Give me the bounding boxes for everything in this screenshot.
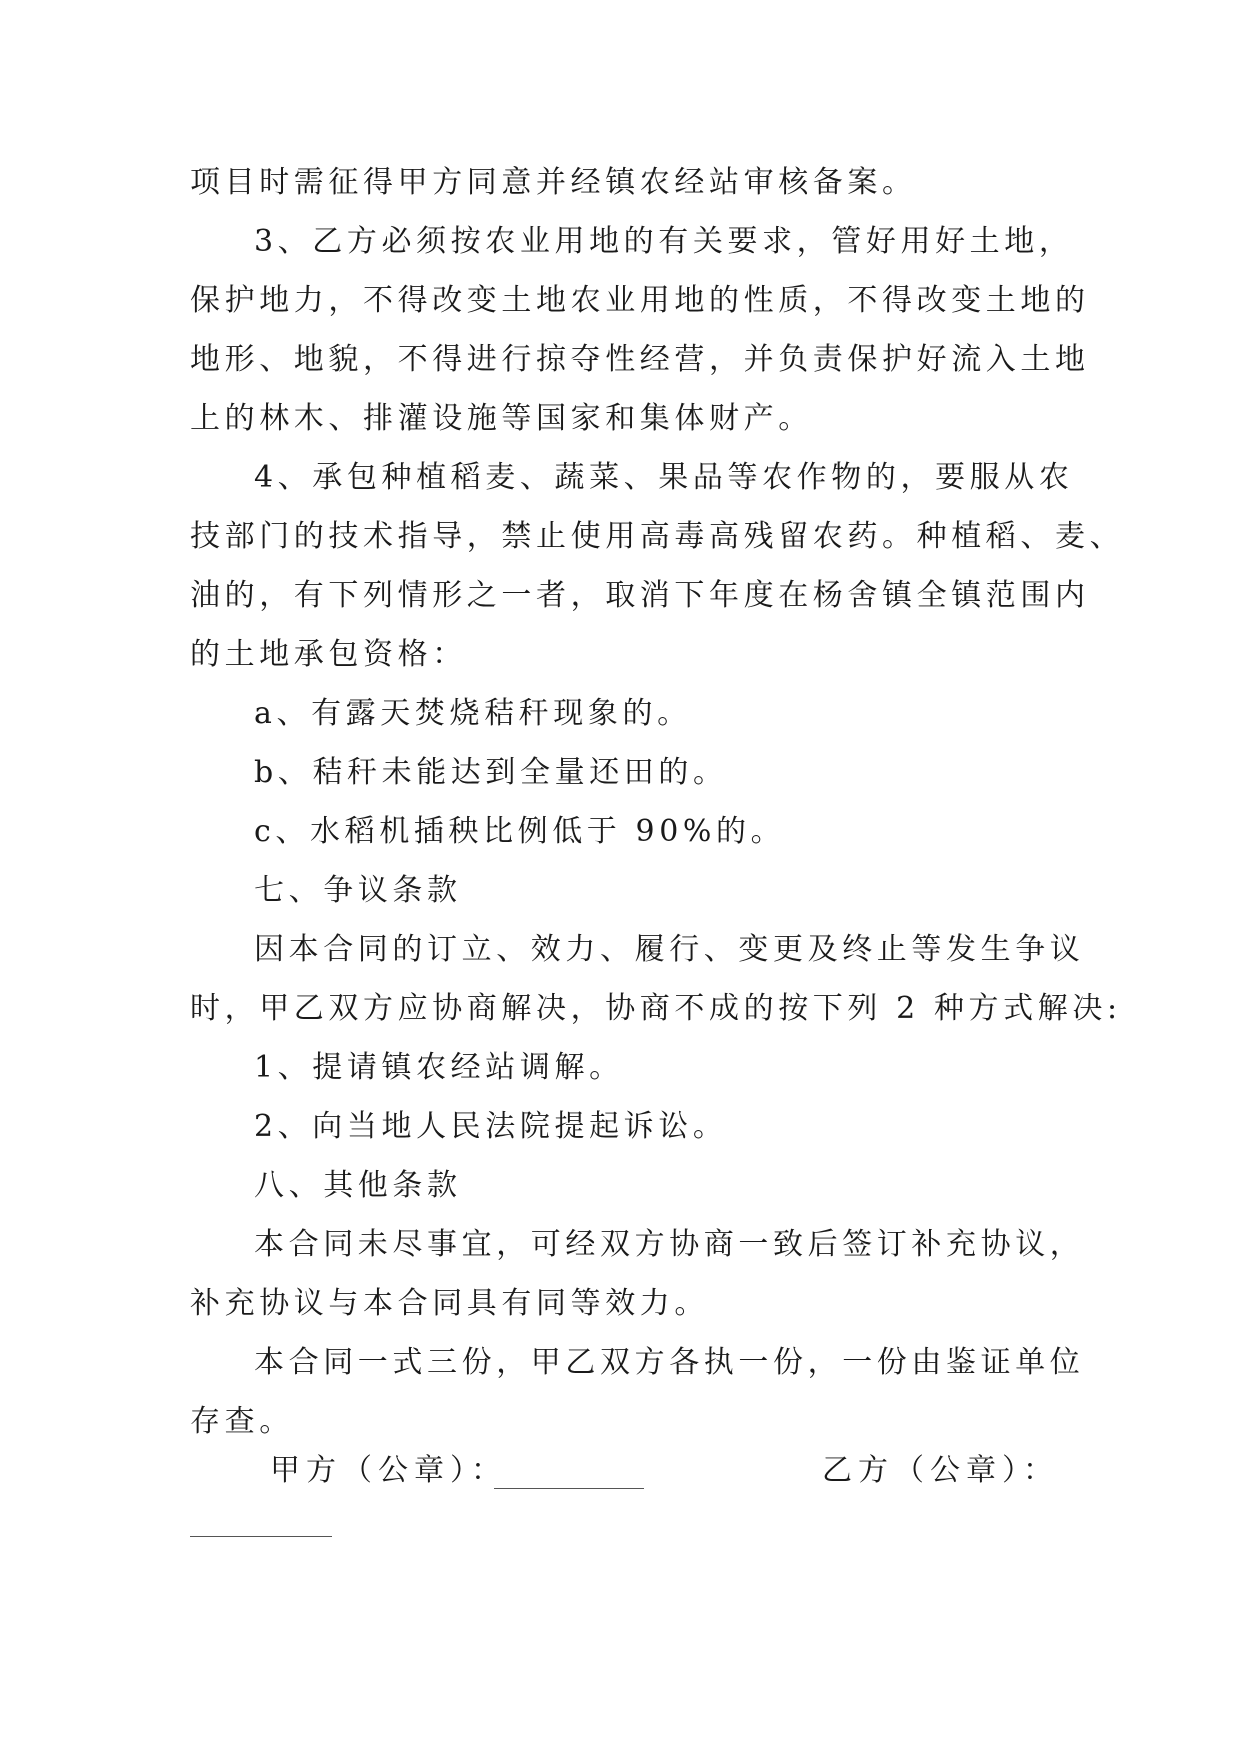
- text-line: 项目时需征得甲方同意并经镇农经站审核备案。: [190, 165, 917, 200]
- section-heading: 七、争议条款: [254, 873, 462, 908]
- party-a-signature-label: 甲方（公章）：: [270, 1453, 507, 1488]
- text-line: b、秸秆未能达到全量还田的。: [254, 755, 728, 790]
- text-line: 存查。: [190, 1404, 294, 1439]
- text-line: 上的林木、排灌设施等国家和集体财产。: [190, 401, 813, 436]
- text-line: 油的，有下列情形之一者，取消下年度在杨舍镇全镇范围内: [190, 578, 1090, 613]
- text-line: 本合同一式三份，甲乙双方各执一份，一份由鉴证单位: [254, 1345, 1085, 1380]
- text-line: a、有露天焚烧秸秆现象的。: [254, 696, 692, 731]
- text-line: 本合同未尽事宜，可经双方协商一致后签订补充协议，: [254, 1227, 1085, 1262]
- text-line: 1、提请镇农经站调解。: [254, 1050, 624, 1085]
- text-line: 补充协议与本合同具有同等效力。: [190, 1286, 709, 1321]
- party-b-signature-label: 乙方（公章）：: [822, 1453, 1059, 1488]
- party-b-signature-blank: [190, 1536, 332, 1537]
- text-line: 因本合同的订立、效力、履行、变更及终止等发生争议: [254, 932, 1085, 967]
- text-line: 4、承包种植稻麦、蔬菜、果品等农作物的，要服从农: [254, 460, 1074, 495]
- text-line: 时，甲乙双方应协商解决，协商不成的按下列 2 种方式解决:: [190, 991, 1122, 1026]
- text-line: c、水稻机插秧比例低于 90%的。: [254, 814, 786, 849]
- text-line: 保护地力，不得改变土地农业用地的性质，不得改变土地的: [190, 283, 1090, 318]
- text-line: 地形、地貌，不得进行掠夺性经营，并负责保护好流入土地: [190, 342, 1090, 377]
- party-a-signature-blank: [494, 1488, 644, 1489]
- section-heading: 八、其他条款: [254, 1168, 462, 1203]
- text-line: 的土地承包资格：: [190, 637, 467, 672]
- text-line: 2、向当地人民法院提起诉讼。: [254, 1109, 728, 1144]
- text-line: 技部门的技术指导，禁止使用高毒高残留农药。种植稻、麦、: [190, 519, 1125, 554]
- text-line: 3、乙方必须按农业用地的有关要求，管好用好土地，: [254, 224, 1074, 259]
